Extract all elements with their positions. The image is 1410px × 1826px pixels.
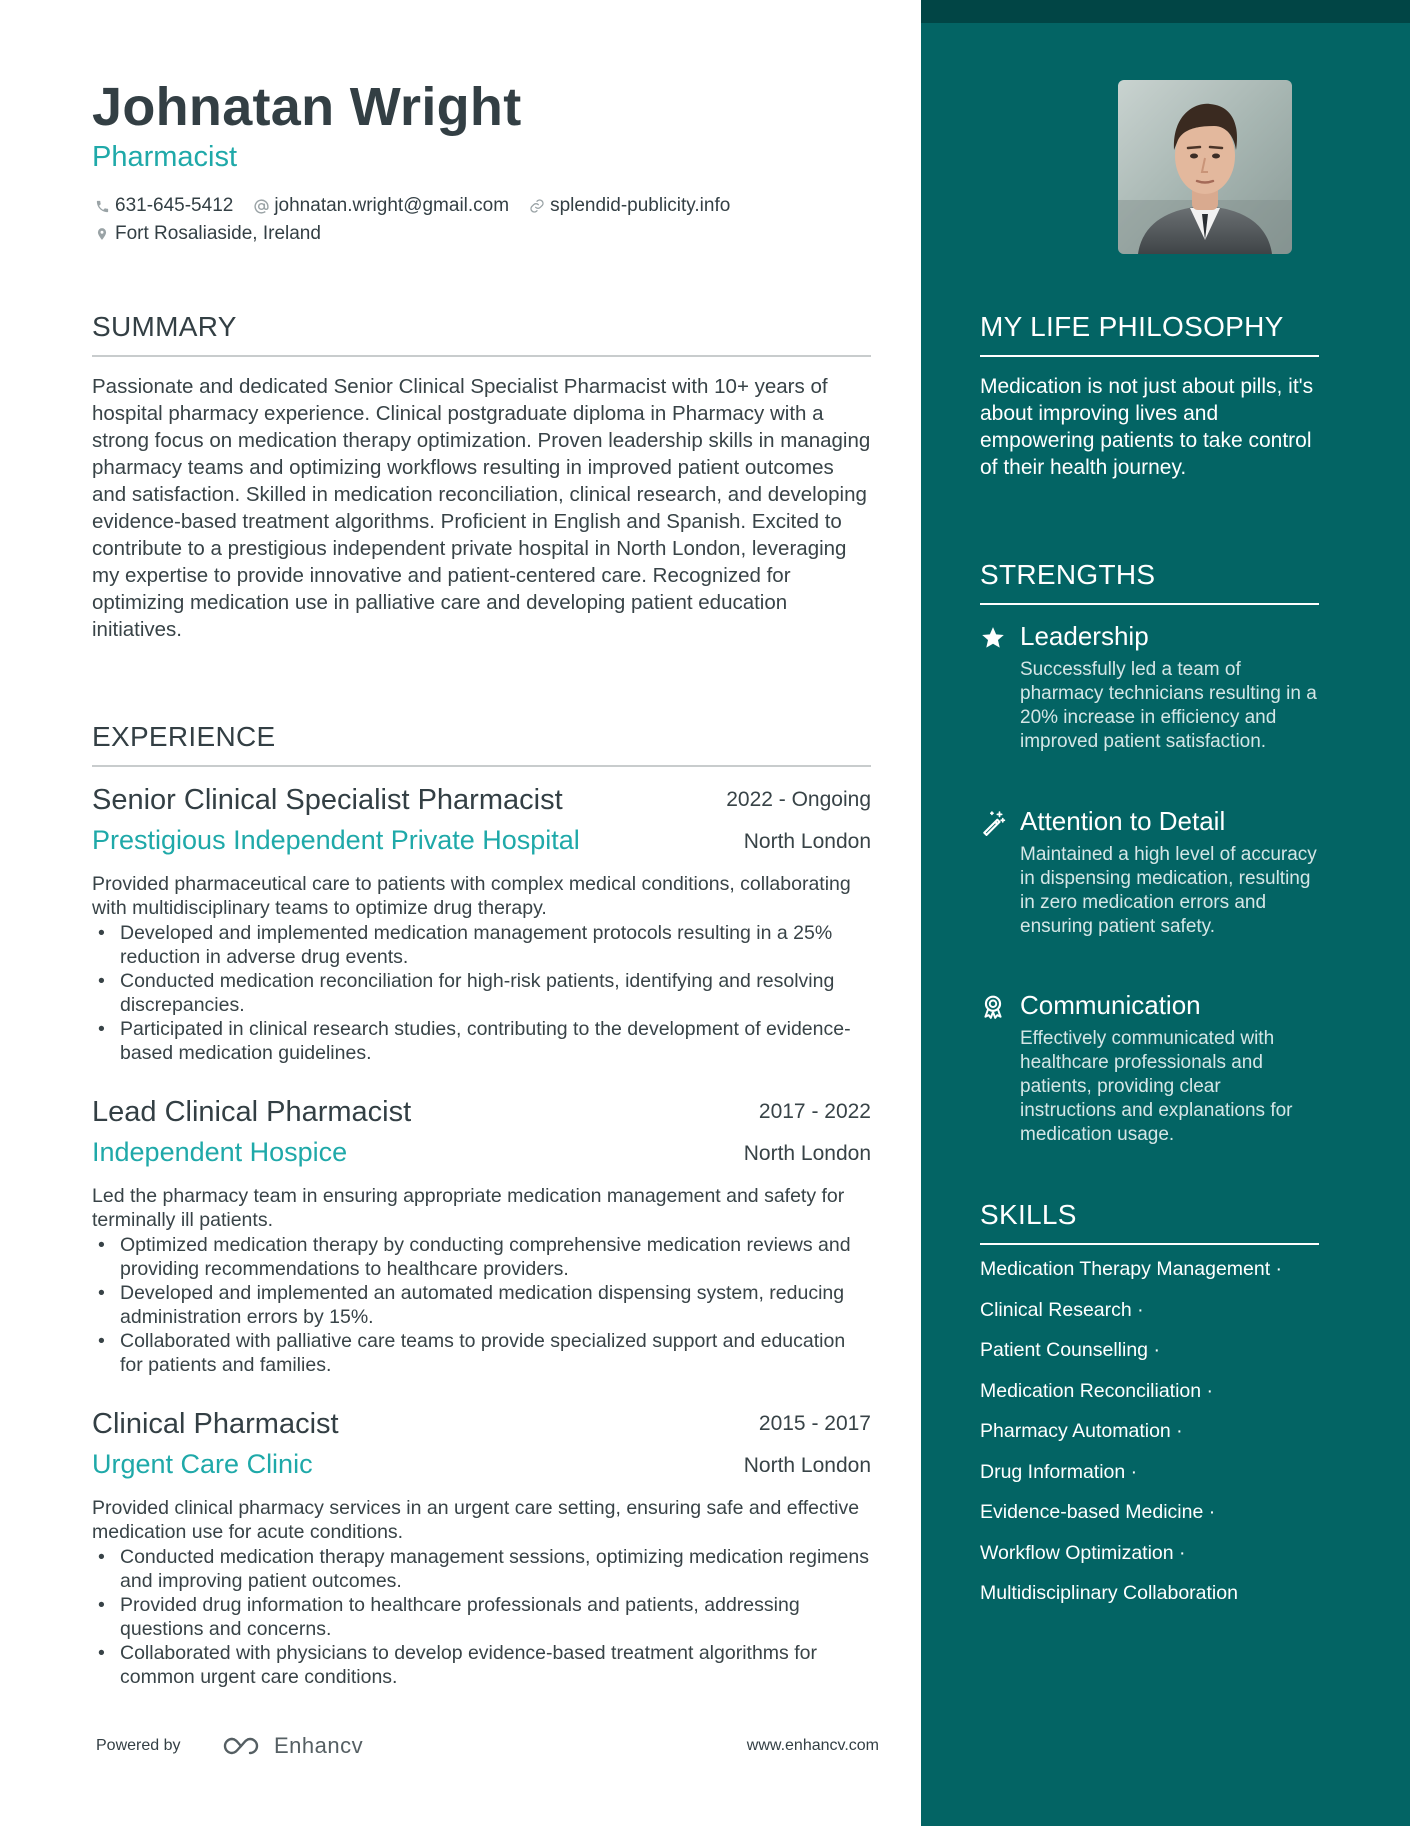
job-bullet: • Collaborated with physicians to develop evidence-based treatment algorithms for common urgent care conditions. bbox=[92, 1641, 871, 1689]
experience-heading: EXPERIENCE bbox=[92, 721, 871, 767]
job-company: Prestigious Independent Private Hospital bbox=[92, 825, 580, 855]
website-contact[interactable] bbox=[527, 195, 730, 217]
skills-list bbox=[980, 1258, 1319, 1623]
website-text: splendid-publicity.info bbox=[550, 195, 731, 216]
link-icon bbox=[527, 198, 547, 214]
strength-title: Leadership bbox=[1020, 621, 1149, 651]
job-company: Independent Hospice bbox=[92, 1137, 348, 1167]
location-contact bbox=[92, 223, 321, 245]
job-title: Clinical Pharmacist bbox=[92, 1408, 339, 1440]
job-bullet: • Conducted medication therapy management sessions, optimizing medication regimens and improving patient outcomes. bbox=[92, 1545, 871, 1593]
job-bullet: • Conducted medication reconciliation for high-risk patients, identifying and resolving discrepancies. bbox=[92, 969, 871, 1017]
job-location: North London bbox=[743, 830, 871, 853]
sidebar-top-strip bbox=[921, 0, 1410, 23]
location-pin-icon bbox=[92, 226, 112, 242]
email-contact[interactable] bbox=[251, 195, 509, 217]
strength-description: Maintained a high level of accuracy in dispensing medication, resulting in zero medication errors and ensuring patient safety. bbox=[1020, 844, 1317, 937]
magic-wand-icon bbox=[980, 810, 1006, 836]
skill-item: Workflow Optimization · bbox=[980, 1541, 1186, 1564]
strength-title: Communication bbox=[1020, 990, 1201, 1020]
job-bullet: • Developed and implemented medication management protocols resulting in a 25% reduction in adverse drug events. bbox=[92, 921, 871, 969]
enhancv-brand: Enhancv bbox=[274, 1733, 364, 1758]
skill-item: Medication Reconciliation · bbox=[980, 1379, 1214, 1402]
enhancv-logo[interactable] bbox=[218, 1733, 363, 1759]
skill-item: Patient Counselling · bbox=[980, 1339, 1160, 1361]
strength-title: Attention to Detail bbox=[1020, 806, 1226, 836]
job-description: Provided clinical pharmacy services in an urgent care setting, ensuring safe and effective medication use for acute conditions. bbox=[92, 1497, 860, 1543]
skills-heading: SKILLS bbox=[980, 1199, 1319, 1245]
job-bullets bbox=[92, 1233, 871, 1377]
job-description: Led the pharmacy team in ensuring appropriate medication management and safety for terminally ill patients. bbox=[92, 1185, 845, 1231]
at-icon bbox=[251, 198, 271, 215]
phone-text: 631-645-5412 bbox=[115, 195, 234, 216]
job-description: Provided pharmaceutical care to patients with complex medical conditions, collaborating with multidisciplinary teams to optimize drug therapy. bbox=[92, 873, 851, 919]
job-bullet: • Participated in clinical research studies, contributing to the development of evidence-based medication guidelines. bbox=[92, 1017, 871, 1065]
location-text: Fort Rosaliaside, Ireland bbox=[115, 223, 321, 244]
candidate-name: Johnatan Wright bbox=[92, 77, 522, 137]
job-title: Senior Clinical Specialist Pharmacist bbox=[92, 784, 563, 816]
footer bbox=[96, 1733, 879, 1763]
phone-contact[interactable] bbox=[92, 195, 233, 217]
job-title: Lead Clinical Pharmacist bbox=[92, 1096, 412, 1128]
email-text: johnatan.wright@gmail.com bbox=[274, 195, 510, 216]
job-location: North London bbox=[743, 1142, 871, 1165]
star-icon bbox=[980, 625, 1006, 651]
strengths-heading: STRENGTHS bbox=[980, 559, 1319, 605]
job-bullets bbox=[92, 1545, 871, 1689]
summary-text: Passionate and dedicated Senior Clinical Specialist Pharmacist with 10+ years of hospital pharmacy experience. Clinical postgraduate diploma in Pharmacy with a strong focus on medication therapy optimization. Proven leadership skills in managing pharmacy teams and optimizing workflows resulting in improved patient outcomes and satisfaction. Skilled in medication reconciliation, clinical research, and developing evidence-based treatment algorithms. Proficient in English and Spanish. Excited to contribute to a prestigious independent private hospital in North London, leveraging my expertise to provide innovative and patient-centered care. Recognized for optimizing medication use in palliative care and developing patient education initiatives. bbox=[92, 375, 871, 641]
philosophy-text: Medication is not just about pills, it's about improving lives and empowering patients to take control of their health journey. bbox=[980, 375, 1314, 479]
skill-item: Drug Information · bbox=[980, 1460, 1138, 1483]
job-location: North London bbox=[743, 1454, 871, 1477]
powered-by-text: Powered by bbox=[96, 1737, 181, 1754]
job-company: Urgent Care Clinic bbox=[92, 1449, 313, 1479]
award-icon bbox=[980, 994, 1006, 1020]
skill-item: Clinical Research · bbox=[980, 1298, 1144, 1321]
skill-item: Pharmacy Automation · bbox=[980, 1420, 1183, 1442]
job-dates: 2022 - Ongoing bbox=[726, 788, 871, 811]
job-bullet: • Developed and implemented an automated medication dispensing system, reducing administration errors by 15%. bbox=[92, 1281, 871, 1329]
job-dates: 2015 - 2017 bbox=[758, 1412, 871, 1435]
profile-photo bbox=[1118, 80, 1292, 254]
phone-icon bbox=[92, 199, 112, 214]
sidebar bbox=[921, 0, 1410, 1826]
job-bullets bbox=[92, 921, 871, 1065]
contact-info bbox=[92, 193, 748, 249]
job-dates: 2017 - 2022 bbox=[758, 1100, 871, 1123]
footer-website[interactable]: www.enhancv.com bbox=[746, 1737, 879, 1754]
job-bullet: • Collaborated with palliative care teams to provide specialized support and education for patients and families. bbox=[92, 1329, 871, 1377]
philosophy-heading: MY LIFE PHILOSOPHY bbox=[980, 311, 1319, 357]
job-bullet: • Provided drug information to healthcare professionals and patients, addressing questions and concerns. bbox=[92, 1593, 871, 1641]
enhancv-logo-icon bbox=[218, 1734, 264, 1758]
strength-description: Successfully led a team of pharmacy technicians resulting in a 20% increase in efficiency and improved patient satisfaction. bbox=[1020, 659, 1317, 752]
skill-item: Medication Therapy Management · bbox=[980, 1258, 1283, 1280]
skill-item: Evidence-based Medicine · bbox=[980, 1501, 1216, 1523]
candidate-role: Pharmacist bbox=[92, 141, 238, 173]
skill-item: Multidisciplinary Collaboration bbox=[980, 1582, 1238, 1604]
summary-heading: SUMMARY bbox=[92, 311, 871, 357]
strength-description: Effectively communicated with healthcare professionals and patients, providing clear instructions and explanations for medication usage. bbox=[1020, 1028, 1293, 1145]
job-bullet: • Optimized medication therapy by conducting comprehensive medication reviews and providing recommendations to healthcare providers. bbox=[92, 1233, 871, 1281]
